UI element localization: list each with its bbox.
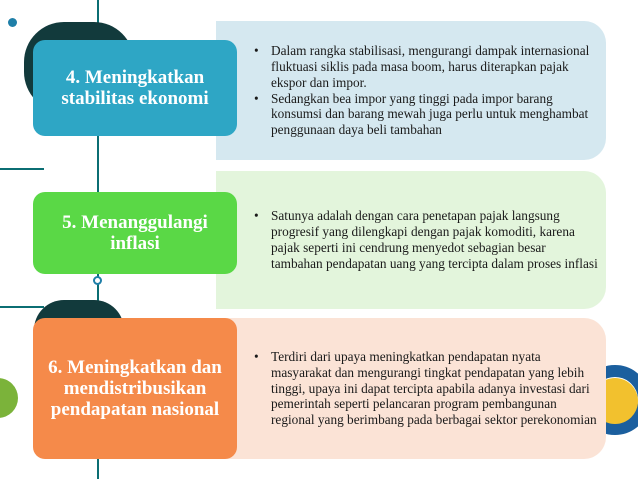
decorative-line — [0, 168, 44, 170]
decorative-ring — [93, 276, 102, 285]
decorative-circle — [0, 378, 18, 418]
bullet-item: • Sedangkan bea impor yang tinggi pada impor barang konsumsi dan barang mewah juga perlu untuk menghambat penggunaan daya beli tambahan — [254, 91, 598, 138]
bullet-list — [254, 208, 598, 271]
bullet-list — [254, 43, 598, 138]
decorative-dot — [8, 18, 17, 27]
row-text-panel — [216, 21, 606, 160]
row-label-box — [33, 40, 237, 136]
row-text-panel — [216, 171, 606, 309]
row-label: 6. Meningkatkan dan mendistribusikan pendapatan nasional — [48, 357, 222, 420]
decorative-line — [0, 306, 44, 308]
row-label: 4. Meningkatkan stabilitas ekonomi — [61, 67, 209, 109]
row-text-panel — [216, 318, 606, 459]
bullet-item: • Terdiri dari upaya meningkatkan pendapatan nyata masyarakat dan mengurangi tingkat pendapatan yang lebih tinggi, upaya ini dapat tercipta apabila adanya investasi dari pemerintah seperti pelancaran program pembangunan regional yang berimbang pada berbagai sektor perekonomian — [254, 349, 598, 428]
row-label-box — [33, 318, 237, 459]
bullet-list — [254, 349, 598, 428]
row-label: 5. Menanggulangi inflasi — [62, 212, 208, 254]
bullet-item: • Satunya adalah dengan cara penetapan pajak langsung progresif yang dilengkapi dengan pajak komoditi, karena pajak seperti ini cendrung menyedot sebagian besar tambahan pendapatan uang yang tercipta dalam proses inflasi — [254, 208, 598, 271]
bullet-item: • Dalam rangka stabilisasi, mengurangi dampak internasional fluktuasi siklis pada masa boom, harus diterapkan pajak ekspor dan impor. — [254, 43, 598, 90]
row-label-box — [33, 192, 237, 274]
